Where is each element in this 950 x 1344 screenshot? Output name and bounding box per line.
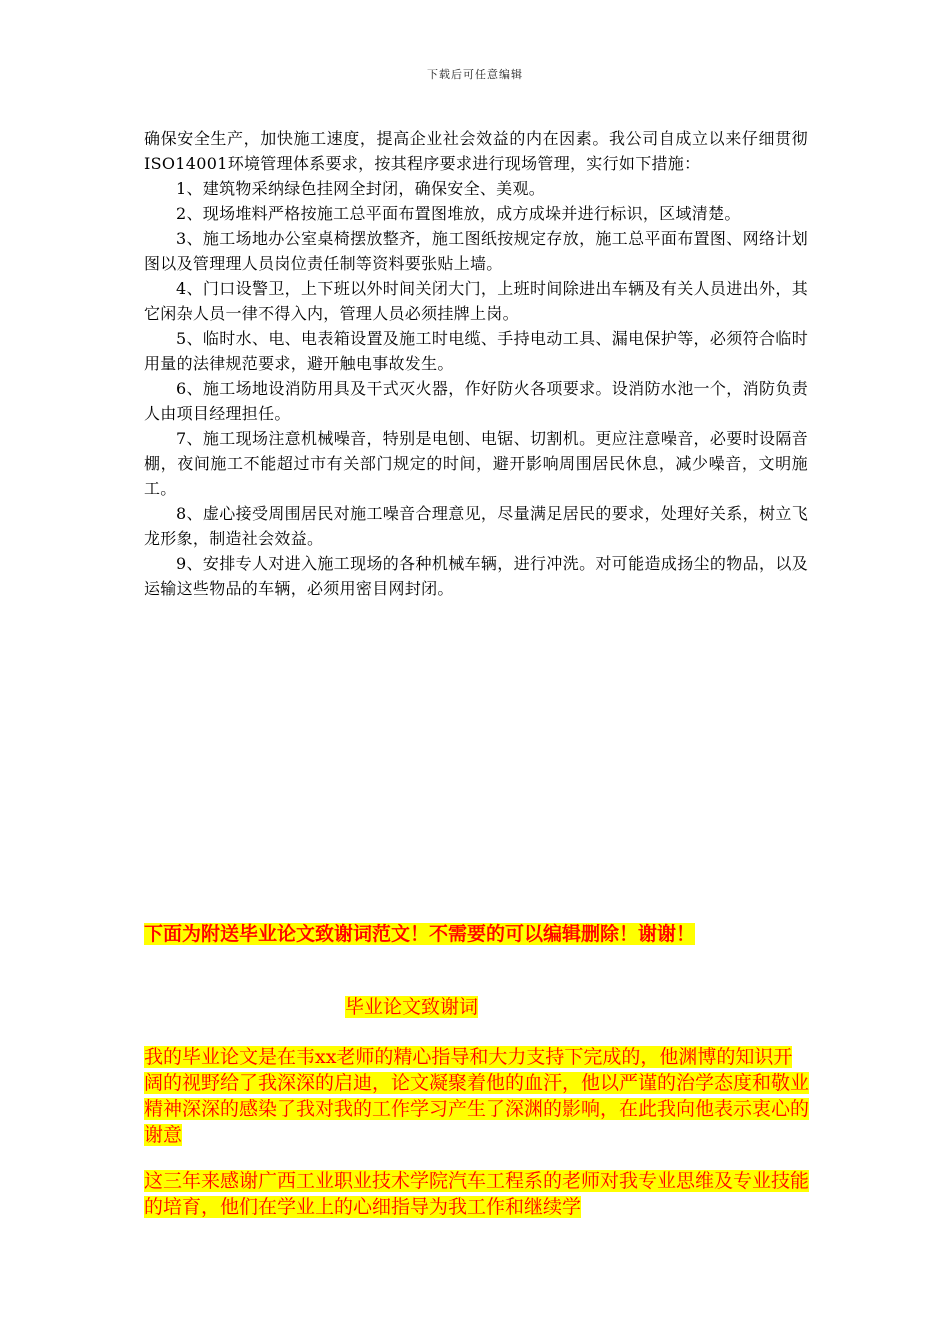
- measure-item-4: 4、门口设警卫，上下班以外时间关闭大门，上班时间除进出车辆及有关人员进出外，其它闲杂人员一律不得入内，管理人员必须挂牌上岗。: [144, 279, 808, 323]
- appendix-notice-text: 下面为附送毕业论文致谢词范文！不需要的可以编辑删除！谢谢！: [144, 923, 696, 945]
- measure-item-5: 5、临时水、电、电表箱设置及施工时电缆、手持电动工具、漏电保护等，必须符合临时用量的法律规范要求，避开触电事故发生。: [144, 329, 808, 373]
- acknowledgement-paragraph-2-text: 这三年来感谢广西工业职业技术学院汽车工程系的老师对我专业思维及专业技能的培育，他们在学业上的心细指导为我工作和继续学: [144, 1170, 810, 1218]
- acknowledgement-title-text: 毕业论文致谢词: [345, 996, 479, 1018]
- appendix-notice: [144, 921, 824, 947]
- acknowledgement-paragraph-1: [144, 1044, 810, 1148]
- measure-item-3: 3、施工场地办公室桌椅摆放整齐，施工图纸按规定存放，施工总平面布置图、网络计划图以及管理理人员岗位责任制等资料要张贴上墙。: [144, 229, 808, 273]
- intro-paragraph: 确保安全生产，加快施工速度，提高企业社会效益的内在因素。我公司自成立以来仔细贯彻ISO14001环境管理体系要求，按其程序要求进行现场管理，实行如下措施：: [144, 129, 808, 173]
- measure-item-2: 2、现场堆料严格按施工总平面布置图堆放，成方成垛并进行标识，区域清楚。: [176, 204, 741, 223]
- document-body: [144, 126, 808, 601]
- measure-item-7: 7、施工现场注意机械噪音，特别是电刨、电锯、切割机。更应注意噪音，必要时设隔音棚，夜间施工不能超过市有关部门规定的时间，避开影响周围居民休息，减少噪音，文明施工。: [144, 429, 808, 498]
- measure-item-8: 8、虚心接受周围居民对施工噪音合理意见，尽量满足居民的要求，处理好关系，树立飞龙形象，制造社会效益。: [144, 504, 808, 548]
- measure-item-6: 6、施工场地设消防用具及干式灭火器，作好防火各项要求。设消防水池一个，消防负责人由项目经理担任。: [144, 379, 808, 423]
- measure-item-1: 1、建筑物采纳绿色挂网全封闭，确保安全、美观。: [176, 179, 546, 198]
- measure-item-9: 9、安排专人对进入施工现场的各种机械车辆，进行冲洗。对可能造成扬尘的物品，以及运输这些物品的车辆，必须用密目网封闭。: [144, 554, 808, 598]
- acknowledgement-title: [345, 994, 478, 1021]
- page-header-note: 下载后可任意编辑: [427, 68, 523, 81]
- acknowledgement-paragraph-2: [144, 1168, 810, 1220]
- acknowledgement-paragraph-1-text: 我的毕业论文是在韦xx老师的精心指导和大力支持下完成的，他渊博的知识开阔的视野给了我深深的启迪，论文凝聚着他的血汗，他以严谨的治学态度和敬业精神深深的感染了我对我的工作学习产生了深渊的影响，在此我向他表示衷心的谢意: [144, 1046, 810, 1146]
